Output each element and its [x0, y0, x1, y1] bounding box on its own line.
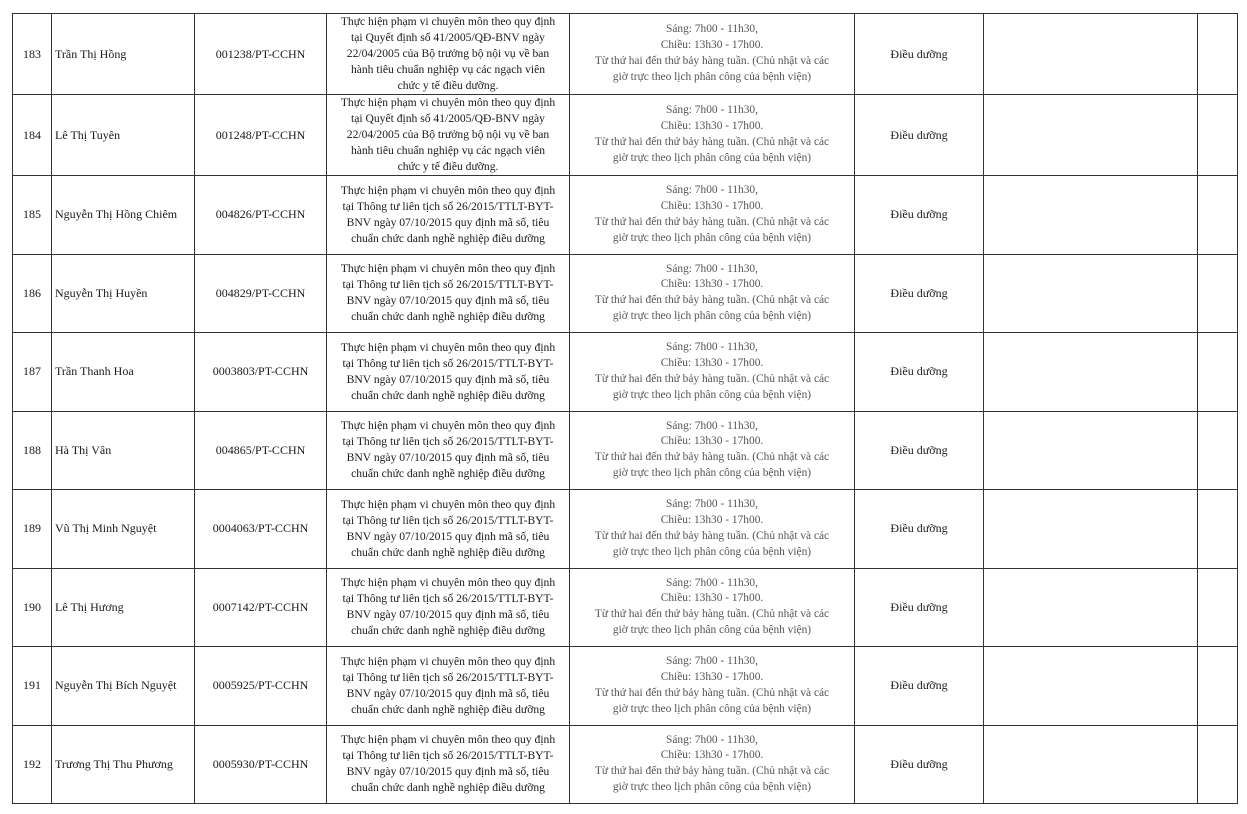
working-hours-line: Từ thứ hai đến thứ bảy hàng tuần. (Chủ nhật và các [594, 529, 830, 542]
working-hours-line: Sáng: 7h00 - 11h30, [666, 262, 758, 275]
table-row [13, 254, 1238, 333]
practice-scope-line: tại Thông tư liên tịch số 26/2015/TTLT-BYT- [342, 513, 554, 527]
extra-cell [1198, 254, 1238, 333]
staff-name: Trần Thị Hồng [52, 14, 195, 95]
notes-cell [984, 95, 1198, 176]
table-row [13, 411, 1238, 490]
position: Điều dưỡng [855, 568, 984, 647]
table-row [13, 95, 1238, 176]
staff-name: Nguyễn Thị Bích Nguyệt [52, 647, 195, 726]
practice-scope-line: Thực hiện phạm vi chuyên môn theo quy định [340, 183, 556, 197]
row-number: 185 [13, 176, 52, 255]
row-number: 187 [13, 333, 52, 412]
working-hours-line: Sáng: 7h00 - 11h30, [666, 733, 758, 746]
notes-cell [984, 333, 1198, 412]
practice-scope-line: tại Thông tư liên tịch số 26/2015/TTLT-BYT- [342, 199, 554, 213]
practice-scope-line: 22/04/2005 của Bộ trưởng bộ nội vụ về ban [346, 128, 550, 141]
certificate-number: 001238/PT-CCHN [195, 14, 327, 95]
table-row [13, 490, 1238, 569]
staff-name: Nguyễn Thị Hồng Chiêm [52, 176, 195, 255]
practice-scope [327, 254, 570, 333]
practice-scope-line: BNV ngày 07/10/2015 quy định mã số, tiêu [346, 294, 550, 308]
working-hours-line: giờ trực theo lịch phân công của bệnh viện) [612, 781, 812, 794]
working-hours-line: Từ thứ hai đến thứ bảy hàng tuần. (Chủ nhật và các [594, 451, 830, 464]
staff-name: Trần Thanh Hoa [52, 333, 195, 412]
working-hours-line: giờ trực theo lịch phân công của bệnh viện) [612, 545, 812, 558]
notes-cell [984, 176, 1198, 255]
staff-name: Lê Thị Hương [52, 568, 195, 647]
table-row [13, 725, 1238, 804]
practice-scope-line: Thực hiện phạm vi chuyên môn theo quy định [340, 419, 556, 433]
row-number: 192 [13, 725, 52, 804]
extra-cell [1198, 14, 1238, 95]
notes-cell [984, 411, 1198, 490]
practice-scope [327, 411, 570, 490]
notes-cell [984, 647, 1198, 726]
working-hours-line: Từ thứ hai đến thứ bảy hàng tuần. (Chủ nhật và các [594, 55, 830, 67]
staff-table-body [13, 14, 1238, 804]
table-row [13, 14, 1238, 95]
working-hours-line: Sáng: 7h00 - 11h30, [666, 341, 758, 354]
working-hours-line: giờ trực theo lịch phân công của bệnh viện) [612, 624, 812, 637]
practice-scope-line: Thực hiện phạm vi chuyên môn theo quy định [340, 96, 556, 109]
row-number: 186 [13, 254, 52, 333]
row-number: 191 [13, 647, 52, 726]
working-hours-line: Chiều: 13h30 - 17h00. [660, 435, 764, 448]
practice-scope-line: chuẩn chức danh nghề nghiệp điều dưỡng [351, 545, 545, 559]
table-row [13, 568, 1238, 647]
extra-cell [1198, 490, 1238, 569]
certificate-number: 0005930/PT-CCHN [195, 725, 327, 804]
certificate-number: 001248/PT-CCHN [195, 95, 327, 176]
row-number: 188 [13, 411, 52, 490]
working-hours-line: Từ thứ hai đến thứ bảy hàng tuần. (Chủ nhật và các [594, 608, 830, 621]
practice-scope-line: chức y tế điều dưỡng. [397, 160, 499, 173]
practice-scope-line: chức y tế điều dưỡng. [397, 79, 499, 92]
working-hours [570, 568, 855, 647]
practice-scope-line: Thực hiện phạm vi chuyên môn theo quy định [340, 340, 556, 354]
practice-scope-line: hành tiêu chuẩn nghiệp vụ các ngạch viên [350, 63, 546, 76]
certificate-number: 0004063/PT-CCHN [195, 490, 327, 569]
practice-scope-line: tại Thông tư liên tịch số 26/2015/TTLT-BYT- [342, 278, 554, 292]
practice-scope [327, 14, 570, 95]
working-hours [570, 176, 855, 255]
practice-scope-line: tại Thông tư liên tịch số 26/2015/TTLT-BYT- [342, 435, 554, 449]
practice-scope-line: tại Thông tư liên tịch số 26/2015/TTLT-BYT- [342, 356, 554, 370]
working-hours-line: Chiều: 13h30 - 17h00. [660, 749, 764, 762]
working-hours-line: giờ trực theo lịch phân công của bệnh viện) [612, 231, 812, 244]
working-hours-line: giờ trực theo lịch phân công của bệnh viện) [612, 151, 812, 164]
practice-scope-line: BNV ngày 07/10/2015 quy định mã số, tiêu [346, 686, 550, 700]
working-hours-line: Từ thứ hai đến thứ bảy hàng tuần. (Chủ nhật và các [594, 765, 830, 778]
notes-cell [984, 254, 1198, 333]
practice-scope-line: Thực hiện phạm vi chuyên môn theo quy định [340, 576, 556, 590]
working-hours-line: Chiều: 13h30 - 17h00. [660, 199, 764, 212]
working-hours-line: Sáng: 7h00 - 11h30, [666, 23, 758, 36]
practice-scope-line: tại Thông tư liên tịch số 26/2015/TTLT-BYT- [342, 592, 554, 606]
practice-scope-line: BNV ngày 07/10/2015 quy định mã số, tiêu [346, 608, 550, 622]
practice-scope-line: BNV ngày 07/10/2015 quy định mã số, tiêu [346, 529, 550, 543]
practice-scope-line: tại Thông tư liên tịch số 26/2015/TTLT-BYT- [342, 749, 554, 763]
practice-scope-line: tại Quyết định số 41/2005/QĐ-BNV ngày [351, 112, 545, 125]
position: Điều dưỡng [855, 647, 984, 726]
certificate-number: 0005925/PT-CCHN [195, 647, 327, 726]
working-hours-line: Sáng: 7h00 - 11h30, [666, 184, 758, 197]
notes-cell [984, 14, 1198, 95]
working-hours-line: Từ thứ hai đến thứ bảy hàng tuần. (Chủ nhật và các [594, 215, 830, 228]
practice-scope-line: BNV ngày 07/10/2015 quy định mã số, tiêu [346, 215, 550, 229]
extra-cell [1198, 333, 1238, 412]
working-hours-line: Chiều: 13h30 - 17h00. [660, 670, 764, 683]
staff-table [12, 13, 1238, 804]
working-hours-line: Từ thứ hai đến thứ bảy hàng tuần. (Chủ nhật và các [594, 372, 830, 385]
practice-scope [327, 568, 570, 647]
practice-scope [327, 490, 570, 569]
table-row [13, 333, 1238, 412]
staff-name: Vũ Thị Minh Nguyệt [52, 490, 195, 569]
practice-scope-line: BNV ngày 07/10/2015 quy định mã số, tiêu [346, 372, 550, 386]
working-hours-line: Chiều: 13h30 - 17h00. [660, 278, 764, 291]
extra-cell [1198, 647, 1238, 726]
staff-table-page [12, 13, 1238, 804]
working-hours-line: giờ trực theo lịch phân công của bệnh viện) [612, 310, 812, 323]
working-hours [570, 725, 855, 804]
extra-cell [1198, 411, 1238, 490]
position: Điều dưỡng [855, 725, 984, 804]
table-row [13, 647, 1238, 726]
working-hours-line: Sáng: 7h00 - 11h30, [666, 498, 758, 511]
row-number: 189 [13, 490, 52, 569]
practice-scope-line: Thực hiện phạm vi chuyên môn theo quy định [340, 654, 556, 668]
extra-cell [1198, 725, 1238, 804]
practice-scope-line: BNV ngày 07/10/2015 quy định mã số, tiêu [346, 451, 550, 465]
practice-scope-line: tại Thông tư liên tịch số 26/2015/TTLT-BYT- [342, 670, 554, 684]
working-hours-line: Từ thứ hai đến thứ bảy hàng tuần. (Chủ nhật và các [594, 686, 830, 699]
extra-cell [1198, 95, 1238, 176]
position: Điều dưỡng [855, 254, 984, 333]
position: Điều dưỡng [855, 490, 984, 569]
position: Điều dưỡng [855, 176, 984, 255]
staff-name: Lê Thị Tuyên [52, 95, 195, 176]
working-hours-line: giờ trực theo lịch phân công của bệnh viện) [612, 467, 812, 480]
position: Điều dưỡng [855, 14, 984, 95]
practice-scope-line: Thực hiện phạm vi chuyên môn theo quy định [340, 733, 556, 747]
practice-scope [327, 95, 570, 176]
practice-scope-line: BNV ngày 07/10/2015 quy định mã số, tiêu [346, 765, 550, 779]
working-hours-line: Chiều: 13h30 - 17h00. [660, 39, 764, 52]
row-number: 184 [13, 95, 52, 176]
working-hours-line: Chiều: 13h30 - 17h00. [660, 513, 764, 526]
working-hours-line: Từ thứ hai đến thứ bảy hàng tuần. (Chủ nhật và các [594, 294, 830, 307]
staff-name: Trương Thị Thu Phương [52, 725, 195, 804]
practice-scope-line: chuẩn chức danh nghề nghiệp điều dưỡng [351, 231, 545, 245]
position: Điều dưỡng [855, 333, 984, 412]
working-hours-line: giờ trực theo lịch phân công của bệnh viện) [612, 70, 812, 83]
table-row [13, 176, 1238, 255]
practice-scope-line: chuẩn chức danh nghề nghiệp điều dưỡng [351, 388, 545, 402]
working-hours-line: giờ trực theo lịch phân công của bệnh viện) [612, 388, 812, 401]
practice-scope [327, 176, 570, 255]
certificate-number: 004865/PT-CCHN [195, 411, 327, 490]
notes-cell [984, 568, 1198, 647]
practice-scope-line: chuẩn chức danh nghề nghiệp điều dưỡng [351, 624, 545, 638]
working-hours [570, 14, 855, 95]
practice-scope [327, 725, 570, 804]
working-hours [570, 95, 855, 176]
practice-scope-line: Thực hiện phạm vi chuyên môn theo quy định [340, 497, 556, 511]
extra-cell [1198, 568, 1238, 647]
working-hours-line: giờ trực theo lịch phân công của bệnh viện) [612, 702, 812, 715]
practice-scope-line: chuẩn chức danh nghề nghiệp điều dưỡng [351, 702, 545, 716]
practice-scope-line: 22/04/2005 của Bộ trưởng bộ nội vụ về ban [346, 47, 550, 60]
notes-cell [984, 725, 1198, 804]
practice-scope-line: tại Quyết định số 41/2005/QĐ-BNV ngày [351, 31, 545, 44]
working-hours-line: Chiều: 13h30 - 17h00. [660, 592, 764, 605]
certificate-number: 004826/PT-CCHN [195, 176, 327, 255]
staff-name: Hà Thị Vân [52, 411, 195, 490]
notes-cell [984, 490, 1198, 569]
practice-scope-line: chuẩn chức danh nghề nghiệp điều dưỡng [351, 467, 545, 481]
practice-scope-line: Thực hiện phạm vi chuyên môn theo quy định [340, 262, 556, 276]
certificate-number: 004829/PT-CCHN [195, 254, 327, 333]
certificate-number: 0007142/PT-CCHN [195, 568, 327, 647]
working-hours [570, 333, 855, 412]
working-hours-line: Chiều: 13h30 - 17h00. [660, 120, 764, 133]
position: Điều dưỡng [855, 95, 984, 176]
extra-cell [1198, 176, 1238, 255]
practice-scope [327, 333, 570, 412]
working-hours [570, 490, 855, 569]
staff-name: Nguyễn Thị Huyền [52, 254, 195, 333]
position: Điều dưỡng [855, 411, 984, 490]
working-hours-line: Sáng: 7h00 - 11h30, [666, 419, 758, 432]
practice-scope-line: chuẩn chức danh nghề nghiệp điều dưỡng [351, 310, 545, 324]
working-hours [570, 647, 855, 726]
practice-scope [327, 647, 570, 726]
working-hours [570, 411, 855, 490]
row-number: 190 [13, 568, 52, 647]
row-number: 183 [13, 14, 52, 95]
practice-scope-line: hành tiêu chuẩn nghiệp vụ các ngạch viên [350, 144, 546, 157]
practice-scope-line: chuẩn chức danh nghề nghiệp điều dưỡng [351, 781, 545, 795]
working-hours-line: Sáng: 7h00 - 11h30, [666, 104, 758, 117]
certificate-number: 0003803/PT-CCHN [195, 333, 327, 412]
working-hours-line: Chiều: 13h30 - 17h00. [660, 356, 764, 369]
working-hours-line: Từ thứ hai đến thứ bảy hàng tuần. (Chủ nhật và các [594, 136, 830, 148]
practice-scope-line: Thực hiện phạm vi chuyên môn theo quy định [340, 15, 556, 28]
working-hours-line: Sáng: 7h00 - 11h30, [666, 655, 758, 668]
working-hours [570, 254, 855, 333]
working-hours-line: Sáng: 7h00 - 11h30, [666, 576, 758, 589]
